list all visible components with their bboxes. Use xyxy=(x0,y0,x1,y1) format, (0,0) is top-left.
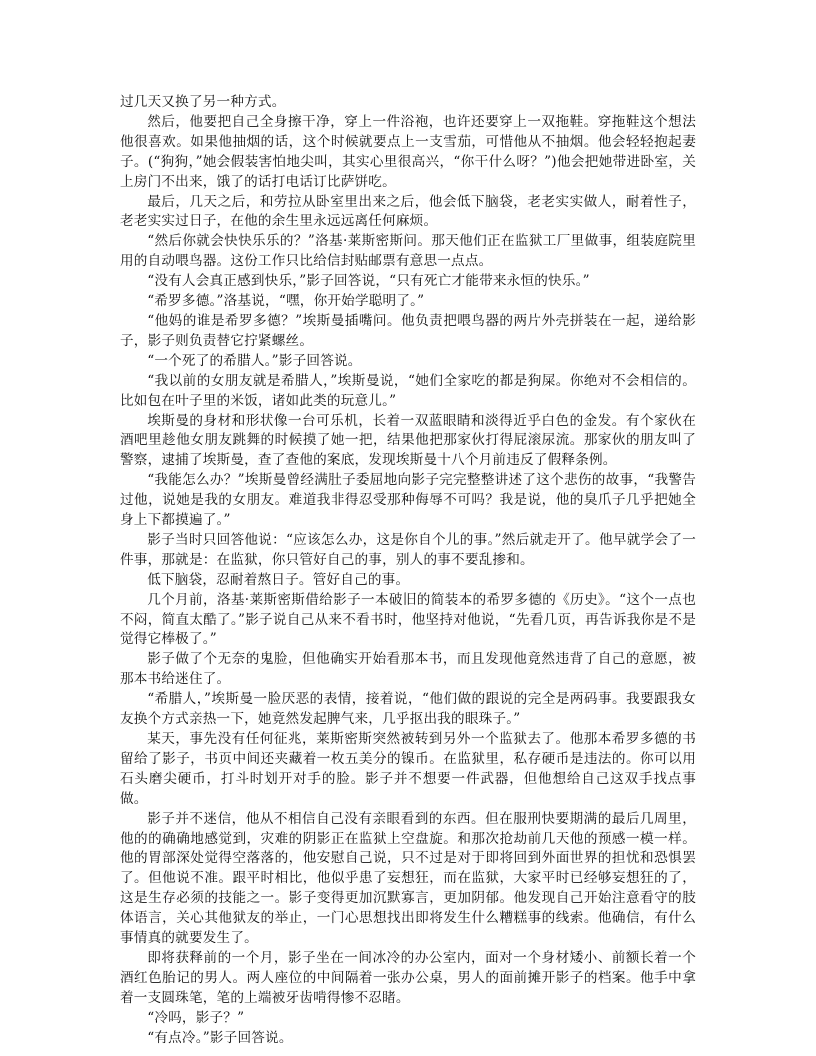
paragraph: 影子做了个无奈的鬼脸，但他确实开始看那本书，而且发现他竟然违背了自己的意愿，被那本书给迷住了。 xyxy=(120,651,696,688)
paragraph: “他妈的谁是希罗多德？”埃斯曼插嘴问。他负责把喂鸟器的两片外壳拼装在一起，递给影子，影子则负责替它拧紧螺丝。 xyxy=(120,312,696,349)
paragraph: “一个死了的希腊人。”影子回答说。 xyxy=(147,352,362,369)
paragraph: 低下脑袋，忍耐着熬日子。管好自己的事。 xyxy=(147,571,410,588)
paragraph: “没有人会真正感到快乐，”影子回答说，“只有死亡才能带来永恒的快乐。” xyxy=(147,273,590,290)
paragraph: “冷吗，影子？” xyxy=(147,1009,245,1026)
paragraph: “我以前的女朋友就是希腊人，”埃斯曼说，“她们全家吃的都是狗屎。你绝对不会相信的。比如包在叶子里的米饭，诸如此类的玩意儿。” xyxy=(120,372,696,409)
paragraph: 影子并不迷信，他从不相信自己没有亲眼看到的东西。但在服刑快要期满的最后几周里，他的的确确地感觉到，灾难的阴影正在监狱上空盘旋。和那次抢劫前几天他的预感一模一样。他的胃部深处觉得空落落的，他安慰自己说，只不过是对于即将回到外面世界的担忧和恐惧罢了。但他说不准。跟平时相比，他似乎患了妄想狂，而在监狱，大家平时已经够妄想狂的了，这是生存必须的技能之一。影子变得更加沉默寡言，更加阴郁。他发现自己开始注意看守的肢体语言，关心其他狱友的举止，一门心思想找出即将发生什么糟糕事的线索。他确信，有什么事情真的就要发生了。 xyxy=(120,810,696,947)
paragraph: “我能怎么办？”埃斯曼曾经满肚子委屈地向影子完完整整讲述了这个悲伤的故事，“我警告过他，说她是我的女朋友。难道我非得忍受那种侮辱不可吗？我是说，他的臭爪子几乎把她全身上下都摸遍了。” xyxy=(120,472,696,529)
paragraph: “希罗多德。”洛基说，“嘿，你开始学聪明了。” xyxy=(147,293,425,310)
paragraph: 几个月前，洛基·莱斯密斯借给影子一本破旧的简装本的希罗多德的《历史》。“这个一点也不闷，简直太酷了。”影子说自己从来不看书时，他坚持对他说，“先看几页，再告诉我你是不是觉得它棒极了。” xyxy=(120,591,696,648)
paragraph: “希腊人，”埃斯曼一脸厌恶的表情，接着说，“他们做的跟说的完全是两码事。我要跟我女友换个方式亲热一下，她竟然发起脾气来，几乎抠出我的眼珠子。” xyxy=(120,691,696,728)
paragraph: “然后你就会快快乐乐的？”洛基·莱斯密斯问。那天他们正在监狱工厂里做事，组装庭院里用的自动喂鸟器。这份工作只比给信封贴邮票有意思一点点。 xyxy=(120,233,696,270)
paragraph: 然后，他要把自己全身擦干净，穿上一件浴袍，也许还要穿上一双拖鞋。穿拖鞋这个想法他很喜欢。如果他抽烟的话，这个时候就要点上一支雪茄，可惜他从不抽烟。他会轻轻抱起妻子。(“狗狗，”她会假装害怕地尖叫，其实心里很高兴，“你干什么呀？”)他会把她带进卧室，关上房门不出来，饿了的话打电话订比萨饼吃。 xyxy=(120,113,696,190)
paragraph: 即将获释前的一个月，影子坐在一间冰冷的办公室内，面对一个身材矮小、前额长着一个酒红色胎记的男人。两人座位的中间隔着一张办公桌，男人的面前摊开影子的档案。他手中拿着一支圆珠笔，笔的上端被牙齿啃得惨不忍睹。 xyxy=(120,949,696,1006)
paragraph: 埃斯曼的身材和形状像一台可乐机，长着一双蓝眼睛和淡得近乎白色的金发。有个家伙在酒吧里趁他女朋友跳舞的时候摸了她一把，结果他把那家伙打得屁滚尿流。那家伙的朋友叫了警察，逮捕了埃斯曼，查了查他的案底，发现埃斯曼十八个月前违反了假释条例。 xyxy=(120,412,696,469)
body-text xyxy=(120,93,696,1049)
paragraph: 影子当时只回答他说：“应该怎么办，这是你自个儿的事。”然后就走开了。他早就学会了一件事，那就是：在监狱，你只管好自己的事，别人的事不要乱掺和。 xyxy=(120,531,696,568)
paragraph: 最后，几天之后，和劳拉从卧室里出来之后，他会低下脑袋，老老实实做人，耐着性子，老老实实过日子，在他的余生里永远远离任何麻烦。 xyxy=(120,193,696,230)
paragraph: 某天，事先没有任何征兆，莱斯密斯突然被转到另外一个监狱去了。他那本希罗多德的书留给了影子，书页中间还夹藏着一枚五美分的镍币。在监狱里，私存硬币是违法的。你可以用石头磨尖硬币，打斗时划开对手的脸。影子并不想要一件武器，但他想给自己这双手找点事做。 xyxy=(120,731,696,807)
paragraph: 过几天又换了另一种方式。 xyxy=(120,94,286,110)
paragraph: “有点冷。”影子回答说。 xyxy=(147,1029,293,1046)
